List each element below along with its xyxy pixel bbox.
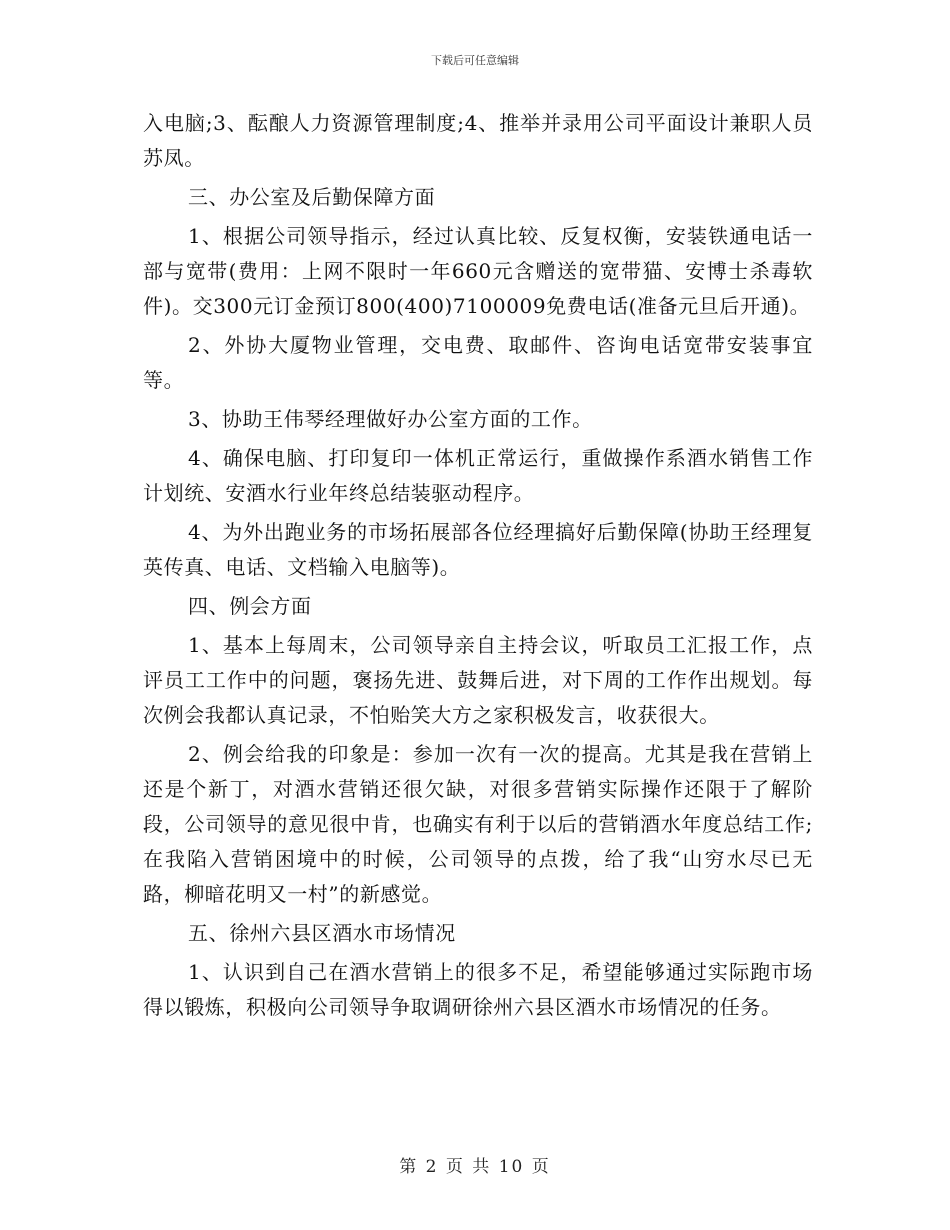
- paragraph-market-1: 1、认识到自己在酒水营销上的很多不足，希望能够通过实际跑市场得以锻炼，积极向公司领导争取调研徐州六县区酒水市场情况的任务。: [143, 960, 813, 1019]
- page-footer: 第 2 页 共 10 页: [399, 1157, 551, 1177]
- page-header: 下载后可任意编辑: [431, 54, 519, 67]
- paragraph-office-4b: 4、为外出跑业务的市场拓展部各位经理搞好后勤保障(协助王经理复英传真、电话、文档输入电脑等)。: [143, 520, 813, 579]
- paragraph-meetings-2: 2、例会给我的印象是：参加一次有一次的提高。尤其是我在营销上还是个新丁，对酒水营销还很欠缺，对很多营销实际操作还限于了解阶段，公司领导的意见很中肯，也确实有利于以后的营销酒水年度总结工作;在我陷入营销困境中的时候，公司领导的点拨，给了我“山穷水尽已无路，柳暗花明又一村”的新感觉。: [143, 742, 813, 906]
- paragraph-1: 入电脑;3、酝酿人力资源管理制度;4、推举并录用公司平面设计兼职人员苏凤。: [143, 111, 813, 170]
- paragraph-office-4a: 4、确保电脑、打印复印一体机正常运行，重做操作系酒水销售工作计划统、安酒水行业年终总结装驱动程序。: [143, 446, 813, 505]
- paragraph-office-1: 1、根据公司领导指示，经过认真比较、反复权衡，安装铁通电话一部与宽带(费用：上网不限时一年660元含赠送的宽带猫、安博士杀毒软件)。交300元订金预订800(400)7100009免费电话(准备元旦后开通)。: [143, 224, 813, 318]
- paragraph-meetings-1: 1、基本上每周末，公司领导亲自主持会议，听取员工汇报工作，点评员工工作中的问题，褒扬先进、鼓舞后进，对下周的工作作出规划。每次例会我都认真记录，不怕贻笑大方之家积极发言，收获很大。: [143, 633, 813, 727]
- section-heading-market: 五、徐州六县区酒水市场情况: [188, 921, 456, 945]
- document-body: [143, 106, 813, 1029]
- paragraph-office-3: 3、协助王伟琴经理做好办公室方面的工作。: [188, 407, 593, 431]
- section-heading-office: 三、办公室及后勤保障方面: [188, 185, 436, 209]
- paragraph-office-2: 2、外协大厦物业管理，交电费、取邮件、咨询电话宽带安装事宜等。: [143, 333, 813, 392]
- section-heading-meetings: 四、例会方面: [188, 594, 312, 618]
